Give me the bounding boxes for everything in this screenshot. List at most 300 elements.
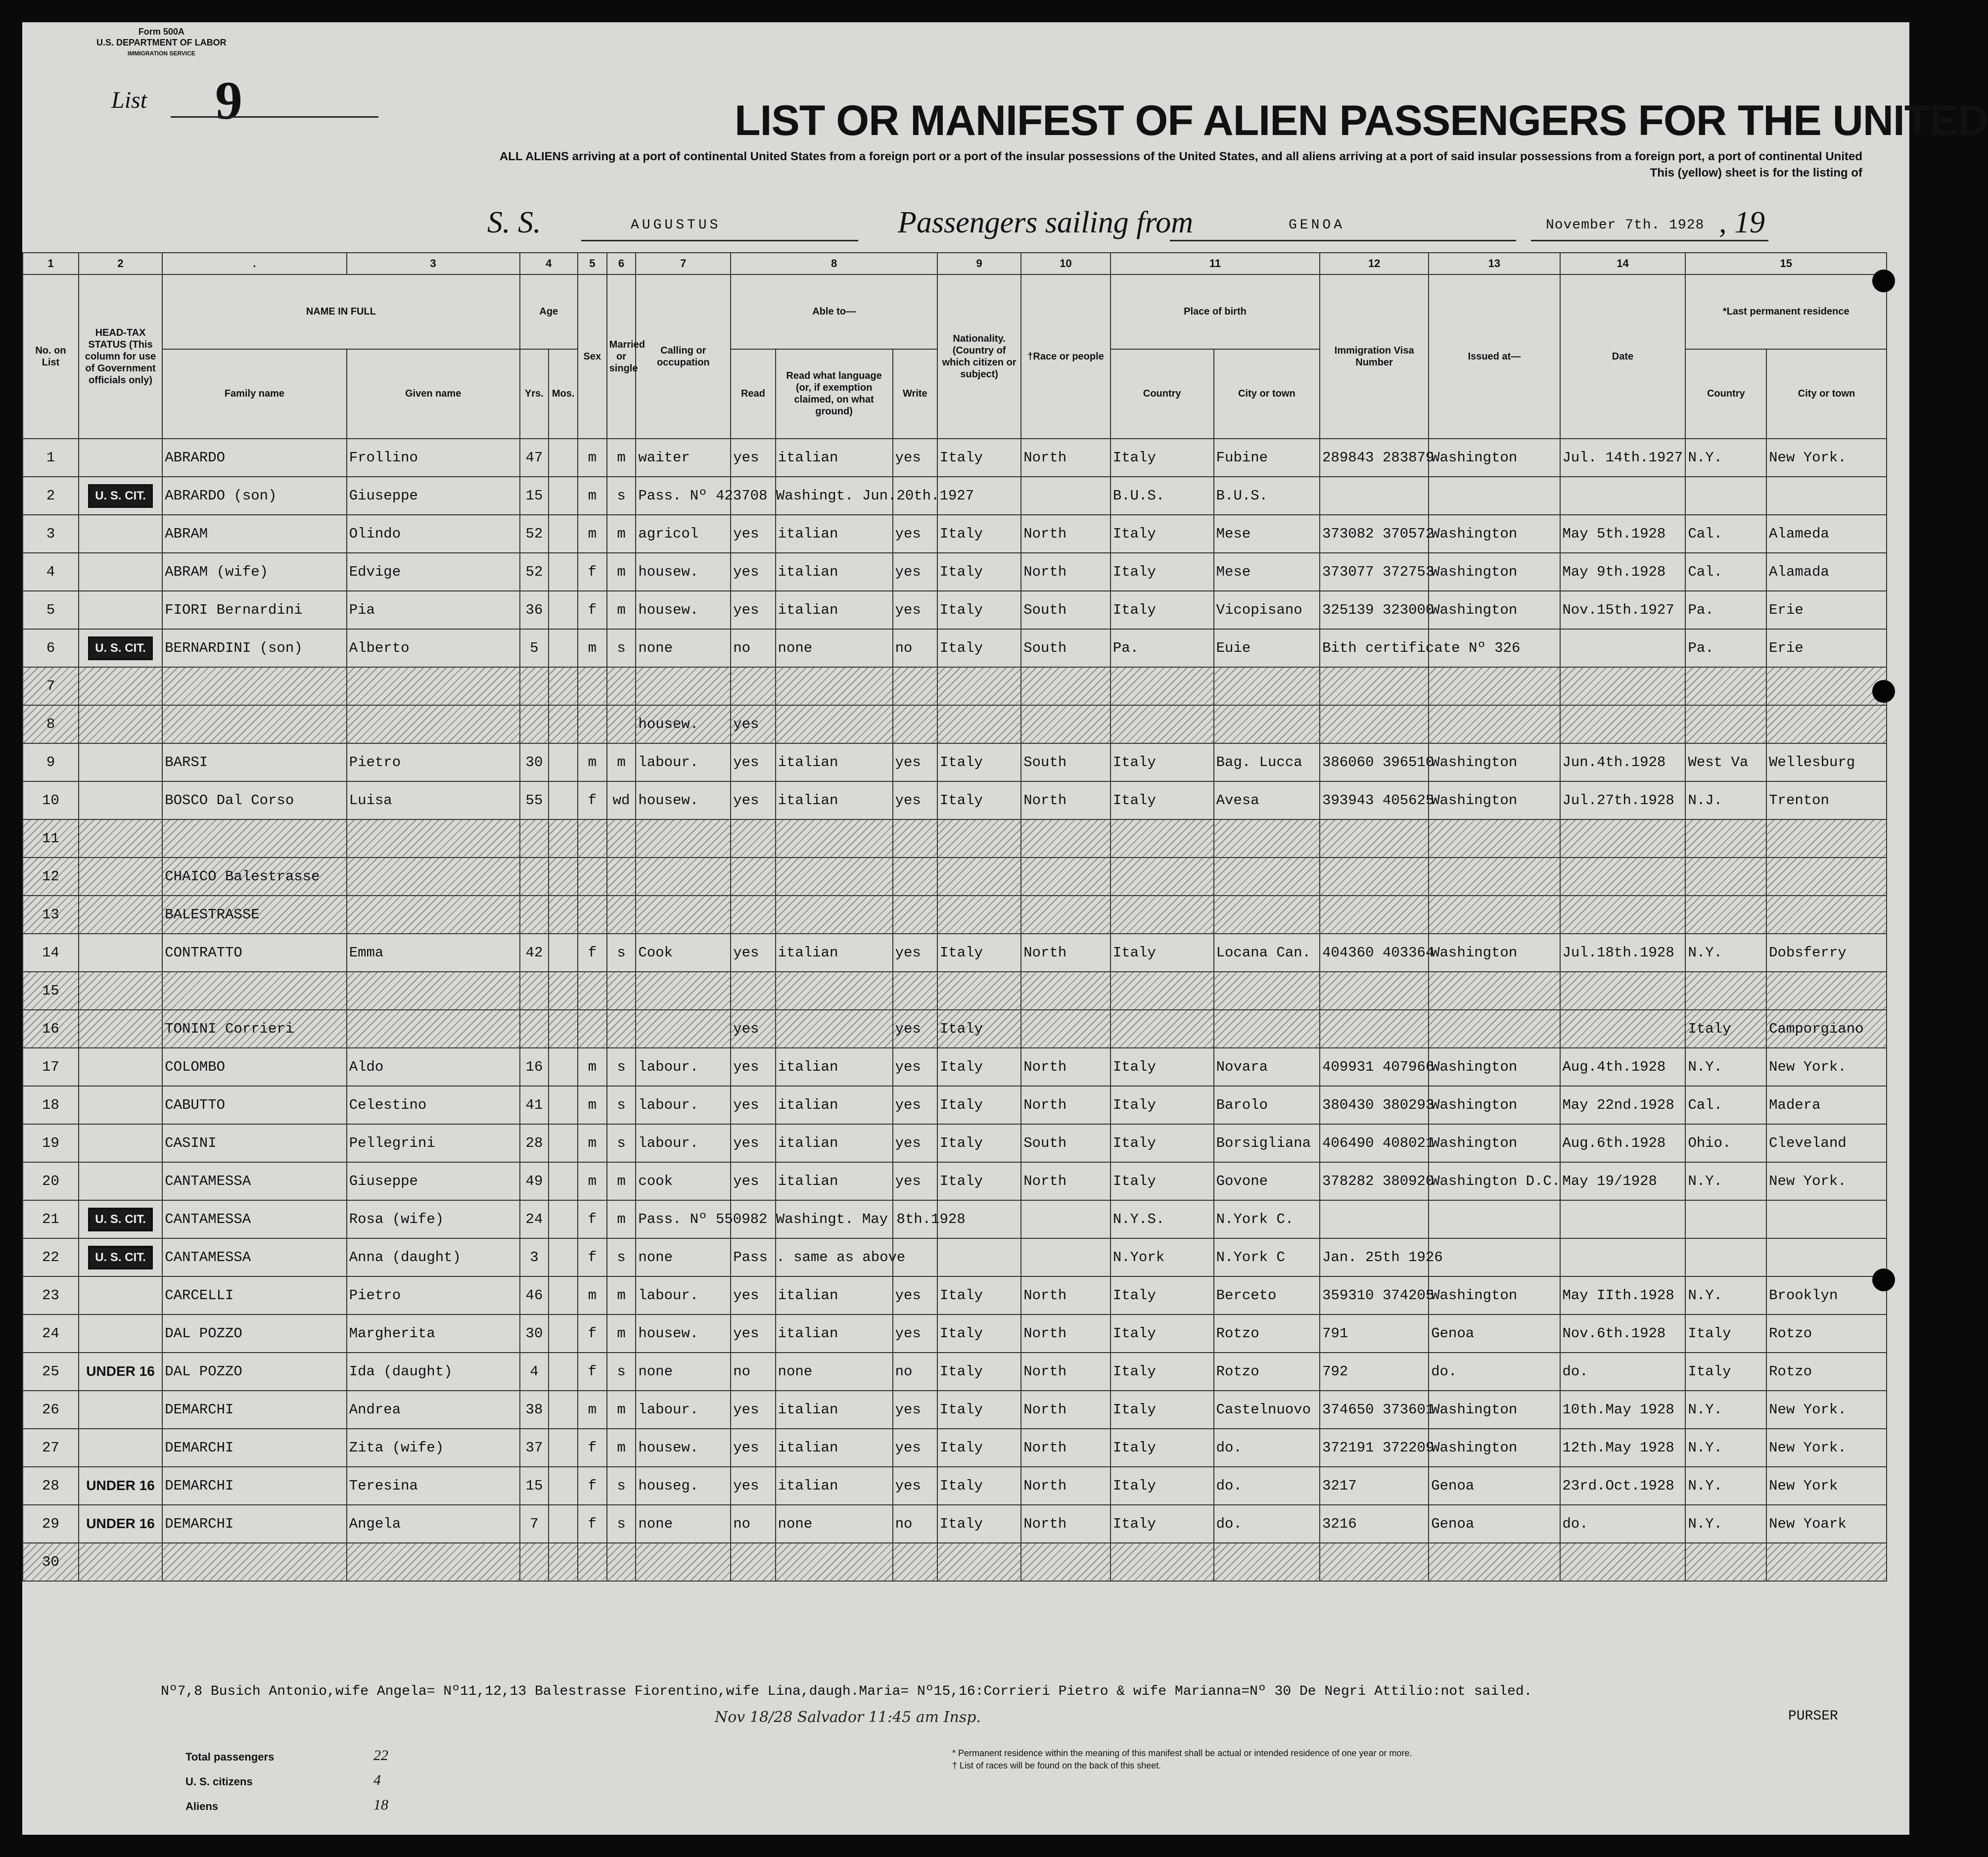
cell-no: 29 [23,1505,79,1543]
cell-mos [549,1353,578,1391]
cell-race: South [1021,743,1110,781]
cell-given [347,819,520,858]
cell-family: BERNARDINI (son) [162,629,347,667]
cell-ms: m [607,553,636,591]
cell-given: Giuseppe [347,1162,520,1200]
cell-sex: m [578,629,607,667]
cell-yrs: 46 [520,1276,549,1314]
cell-race: North [1021,439,1110,477]
cell-status [79,1276,162,1314]
cell-status [79,439,162,477]
cell-bcountry [1110,1010,1214,1048]
cell-race: South [1021,629,1110,667]
cell-yrs: 49 [520,1162,549,1200]
cell-sex: f [578,934,607,972]
cell-no: 7 [23,667,79,705]
cell-family: CONTRATTO [162,934,347,972]
cell-yrs: 5 [520,629,549,667]
cell-issued [1429,896,1560,934]
cell-ms: m [607,1276,636,1314]
cell-visa: 393943 405625 [1320,781,1429,819]
cell-nat [937,858,1021,896]
table-row [23,515,1887,553]
cell-no: 21 [23,1200,79,1238]
cell-bcity: Borsigliana [1214,1124,1320,1162]
cell-rcountry [1685,1238,1766,1276]
cell-rcity: Alameda [1766,515,1887,553]
cell-lang: italian [776,1048,893,1086]
cell-mos [549,629,578,667]
cell-read: yes [731,515,775,553]
cell-yrs [520,1010,549,1048]
cell-family [162,972,347,1010]
cell-mos [549,1238,578,1276]
cell-no: 9 [23,743,79,781]
cell-visa [1320,477,1429,515]
cell-write [893,1543,937,1581]
cell-nat [937,1543,1021,1581]
cell-rcity [1766,858,1887,896]
aliens-label: Aliens [185,1800,219,1812]
cell-date [1560,896,1686,934]
cell-no: 28 [23,1467,79,1505]
cell-nat: Italy [937,1353,1021,1391]
cell-write [893,896,937,934]
cell-date: 10th.May 1928 [1560,1391,1686,1429]
table-row [23,1391,1887,1429]
us-citizens-label: U. S. citizens [185,1775,253,1788]
cell-status [79,515,162,553]
cell-family: ABRAM [162,515,347,553]
cell-ms: m [607,1314,636,1353]
cell-mos [549,1276,578,1314]
cell-issued: Washington [1429,591,1560,629]
cell-rcity: Dobsferry [1766,934,1887,972]
cell-issued: Genoa [1429,1467,1560,1505]
cell-ms: s [607,1467,636,1505]
cell-occ: none [636,1505,731,1543]
cell-issued: Washington [1429,1124,1560,1162]
cell-status [79,1086,162,1124]
cell-visa: 409931 407966 [1320,1048,1429,1086]
column-number-row: 1 2 . 3 4 5 6 7 8 9 10 11 12 13 14 15 [23,253,1887,274]
cell-no: 2 [23,477,79,515]
cell-race [1021,667,1110,705]
cell-rcity: Rotzo [1766,1314,1887,1353]
cell-yrs [520,819,549,858]
cell-mos [549,1200,578,1238]
head-tax-status: U. S. CIT. [88,484,153,508]
cell-status [79,1162,162,1200]
cell-mos [549,1124,578,1162]
cell-write [893,705,937,743]
cell-occ: housew. [636,553,731,591]
cell-sex: f [578,1314,607,1353]
cell-bcountry: N.Y.S. [1110,1200,1214,1238]
cell-yrs [520,667,549,705]
cell-bcountry: B.U.S. [1110,477,1214,515]
cell-date [1560,1010,1686,1048]
cell-mos [549,896,578,934]
manifest-table [22,252,1887,1582]
cell-bcity: Bag. Lucca [1214,743,1320,781]
cell-issued: Washington D.C. [1429,1162,1560,1200]
cell-yrs: 47 [520,439,549,477]
cell-family: COLOMBO [162,1048,347,1086]
cell-nat [937,667,1021,705]
cell-rcountry [1685,1543,1766,1581]
cell-read [731,896,775,934]
cell-rcity [1766,667,1887,705]
cell-date: May 5th.1928 [1560,515,1686,553]
cell-bcountry [1110,705,1214,743]
ship-line [581,240,858,241]
cell-write: yes [893,591,937,629]
cell-yrs: 37 [520,1429,549,1467]
cell-race [1021,896,1110,934]
cell-family: BARSI [162,743,347,781]
cell-occ [636,1010,731,1048]
cell-date: 23rd.Oct.1928 [1560,1467,1686,1505]
cell-rcountry: Pa. [1685,591,1766,629]
punch-hole [1872,270,1895,292]
cell-given: Alberto [347,629,520,667]
table-row [23,743,1887,781]
cell-nat: Italy [937,439,1021,477]
cell-nat: Italy [937,591,1021,629]
cell-given [347,1010,520,1048]
cell-race: North [1021,1391,1110,1429]
cell-no: 3 [23,515,79,553]
cell-date: Aug.4th.1928 [1560,1048,1686,1086]
cell-nat: Italy [937,629,1021,667]
cell-lang: italian [776,781,893,819]
cell-date [1560,819,1686,858]
cell-read: yes [731,1276,775,1314]
cell-bcountry [1110,1543,1214,1581]
cell-issued: Washington [1429,743,1560,781]
table-row [23,1124,1887,1162]
cell-date: Jun.4th.1928 [1560,743,1686,781]
cell-occ: waiter [636,439,731,477]
cell-rcountry: Italy [1685,1010,1766,1048]
table-row [23,553,1887,591]
cell-ms: m [607,1162,636,1200]
cell-bcity [1214,1010,1320,1048]
cell-issued: Washington [1429,781,1560,819]
cell-yrs: 7 [520,1505,549,1543]
cell-rcountry [1685,667,1766,705]
cell-sex: f [578,553,607,591]
cell-family: CABUTTO [162,1086,347,1124]
cell-issued [1429,477,1560,515]
cell-read: yes [731,591,775,629]
cell-race [1021,705,1110,743]
cell-occ: labour. [636,1276,731,1314]
cell-occ: labour. [636,1124,731,1162]
cell-bcountry: Italy [1110,1353,1214,1391]
year-label: , 19 [1719,206,1765,239]
cell-sex [578,667,607,705]
cell-lang: italian [776,1124,893,1162]
manifest-page [22,22,1988,1835]
cell-given [347,667,520,705]
cell-write: yes [893,1010,937,1048]
cell-lang: none [776,629,893,667]
cell-no: 24 [23,1314,79,1353]
total-passengers-value: 22 [373,1747,388,1764]
cell-race: North [1021,1086,1110,1124]
cell-occ: housew. [636,591,731,629]
cell-sex [578,972,607,1010]
cell-read: no [731,629,775,667]
table-row [23,819,1887,858]
us-citizens-value: 4 [373,1772,381,1788]
cell-mos [549,858,578,896]
cell-given: Pellegrini [347,1124,520,1162]
cell-rcountry [1685,819,1766,858]
cell-occ: housew. [636,1314,731,1353]
cell-visa: 404360 403364 [1320,934,1429,972]
table-row [23,1467,1887,1505]
cell-family: ABRAM (wife) [162,553,347,591]
cell-sex [578,858,607,896]
cell-write: yes [893,781,937,819]
cell-ms [607,858,636,896]
cell-date: May 22nd.1928 [1560,1086,1686,1124]
cell-rcity: Trenton [1766,781,1887,819]
cell-bcity [1214,972,1320,1010]
cell-visa [1320,1200,1429,1238]
cell-date [1560,1543,1686,1581]
cell-nat: Italy [937,1276,1021,1314]
cell-rcountry: Italy [1685,1353,1766,1391]
cell-yrs: 15 [520,477,549,515]
cell-visa: 373082 370572 [1320,515,1429,553]
cell-sex: m [578,743,607,781]
cell-occ: Cook [636,934,731,972]
cell-given: Zita (wife) [347,1429,520,1467]
cell-family: CHAICO Balestrasse [162,858,347,896]
cell-sex: m [578,477,607,515]
table-row [23,896,1887,934]
cell-bcountry [1110,819,1214,858]
cell-read: yes [731,743,775,781]
cell-race: North [1021,1505,1110,1543]
cell-occ: housew. [636,781,731,819]
cell-ms: s [607,934,636,972]
cell-mos [549,1162,578,1200]
cell-bcity [1214,858,1320,896]
cell-race [1021,1238,1110,1276]
cell-no: 6 [23,629,79,667]
cell-read: yes [731,1086,775,1124]
cell-mos [549,667,578,705]
cell-bcity: Govone [1214,1162,1320,1200]
cell-bcity: N.York C. [1214,1200,1320,1238]
cell-rcountry: N.J. [1685,781,1766,819]
cell-lang: italian [776,553,893,591]
cell-bcity: Mese [1214,553,1320,591]
cell-write: yes [893,934,937,972]
cell-status [79,1543,162,1581]
cell-bcountry: Italy [1110,553,1214,591]
cell-issued: Washington [1429,1429,1560,1467]
cell-nat [937,819,1021,858]
cell-given [347,858,520,896]
cell-occ [636,896,731,934]
cell-status [79,972,162,1010]
cell-write [893,667,937,705]
cell-rcity: Cleveland [1766,1124,1887,1162]
cell-nat [937,1238,1021,1276]
cell-no: 14 [23,934,79,972]
cell-rcity: New York. [1766,439,1887,477]
cell-given: Margherita [347,1314,520,1353]
cell-nat: Italy [937,1048,1021,1086]
cell-yrs [520,858,549,896]
cell-family: FIORI Bernardini [162,591,347,629]
cell-bcountry: Italy [1110,781,1214,819]
cell-write: no [893,1505,937,1543]
cell-rcity: Alamada [1766,553,1887,591]
cell-read: Pass . same as above [731,1238,775,1276]
cell-date: Nov.6th.1928 [1560,1314,1686,1353]
cell-mos [549,972,578,1010]
cell-issued: Washington [1429,1391,1560,1429]
cell-rcity [1766,1543,1887,1581]
cell-status [79,896,162,934]
cell-rcity: Camporgiano [1766,1010,1887,1048]
cell-rcountry [1685,858,1766,896]
list-line [171,116,378,118]
cell-rcountry [1685,896,1766,934]
cell-date: Nov.15th.1927 [1560,591,1686,629]
table-row [23,934,1887,972]
cell-ms [607,819,636,858]
cell-bcountry: N.York [1110,1238,1214,1276]
cell-sex: f [578,1200,607,1238]
cell-no: 17 [23,1048,79,1086]
cell-read [731,819,775,858]
cell-yrs [520,896,549,934]
table-row [23,629,1887,667]
cell-race: North [1021,1314,1110,1353]
cell-bcountry: Italy [1110,1162,1214,1200]
cell-mos [549,743,578,781]
cell-rcity [1766,705,1887,743]
cell-no: 19 [23,1124,79,1162]
cell-yrs [520,705,549,743]
cell-family: CANTAMESSA [162,1162,347,1200]
cell-visa: 373077 372753 [1320,553,1429,591]
cell-lang: italian [776,1314,893,1353]
cell-mos [549,553,578,591]
cell-rcity [1766,972,1887,1010]
cell-mos [549,1467,578,1505]
list-number: 9 [215,70,242,131]
cell-rcountry: Cal. [1685,515,1766,553]
cell-date [1560,972,1686,1010]
cell-lang [776,1543,893,1581]
cell-visa: 3216 [1320,1505,1429,1543]
cell-family: CANTAMESSA [162,1238,347,1276]
cell-occ: none [636,1353,731,1391]
cell-read: yes [731,781,775,819]
cell-visa: 791 [1320,1314,1429,1353]
cell-status [79,477,162,515]
cell-status [79,1238,162,1276]
cell-occ: labour. [636,1048,731,1086]
cell-read [731,858,775,896]
cell-bcountry: Italy [1110,515,1214,553]
cell-bcity: Avesa [1214,781,1320,819]
cell-occ: cook [636,1162,731,1200]
cell-visa: 378282 380920 [1320,1162,1429,1200]
cell-write: yes [893,1467,937,1505]
cell-lang: italian [776,743,893,781]
cell-bcity [1214,705,1320,743]
cell-family: CASINI [162,1124,347,1162]
port-line [1170,240,1516,241]
cell-sex: m [578,439,607,477]
cell-date [1560,629,1686,667]
cell-issued [1429,972,1560,1010]
cell-rcity [1766,896,1887,934]
cell-rcountry: N.Y. [1685,934,1766,972]
cell-race [1021,1543,1110,1581]
cell-yrs: 41 [520,1086,549,1124]
total-passengers-label: Total passengers [185,1751,275,1763]
cell-lang: italian [776,1086,893,1124]
cell-status [79,819,162,858]
cell-given: Angela [347,1505,520,1543]
cell-ms [607,896,636,934]
cell-given: Olindo [347,515,520,553]
cell-visa: Bith certificate Nº 326 [1320,629,1429,667]
cell-mos [549,1048,578,1086]
cell-ms: m [607,1429,636,1467]
head-tax-status: UNDER 16 [86,1363,155,1379]
cell-no: 4 [23,553,79,591]
cell-read: no [731,1505,775,1543]
cell-sex: m [578,1086,607,1124]
cell-bcity: Novara [1214,1048,1320,1086]
cell-read: yes [731,1124,775,1162]
cell-family [162,1543,347,1581]
cell-sex [578,1010,607,1048]
cell-visa: 359310 374205 [1320,1276,1429,1314]
cell-ms: m [607,743,636,781]
inspection-stamp: Nov 18/28 Salvador 11:45 am Insp. [715,1709,981,1726]
cell-family: CARCELLI [162,1276,347,1314]
cell-read: yes [731,705,775,743]
cell-read: no [731,1353,775,1391]
cell-rcity: New York. [1766,1048,1887,1086]
cell-rcity [1766,1238,1887,1276]
cell-sex: m [578,1124,607,1162]
cell-bcountry: Italy [1110,1391,1214,1429]
footnote-residence: * Permanent residence within the meaning of this manifest shall be actual or intended residence of one year or more. [952,1748,1412,1758]
cell-race [1021,477,1110,515]
cell-sex [578,896,607,934]
table-row [23,439,1887,477]
table-row [23,1010,1887,1048]
cell-given: Pia [347,591,520,629]
cell-occ: labour. [636,1391,731,1429]
cell-bcountry [1110,667,1214,705]
cell-bcity: Castelnuovo [1214,1391,1320,1429]
